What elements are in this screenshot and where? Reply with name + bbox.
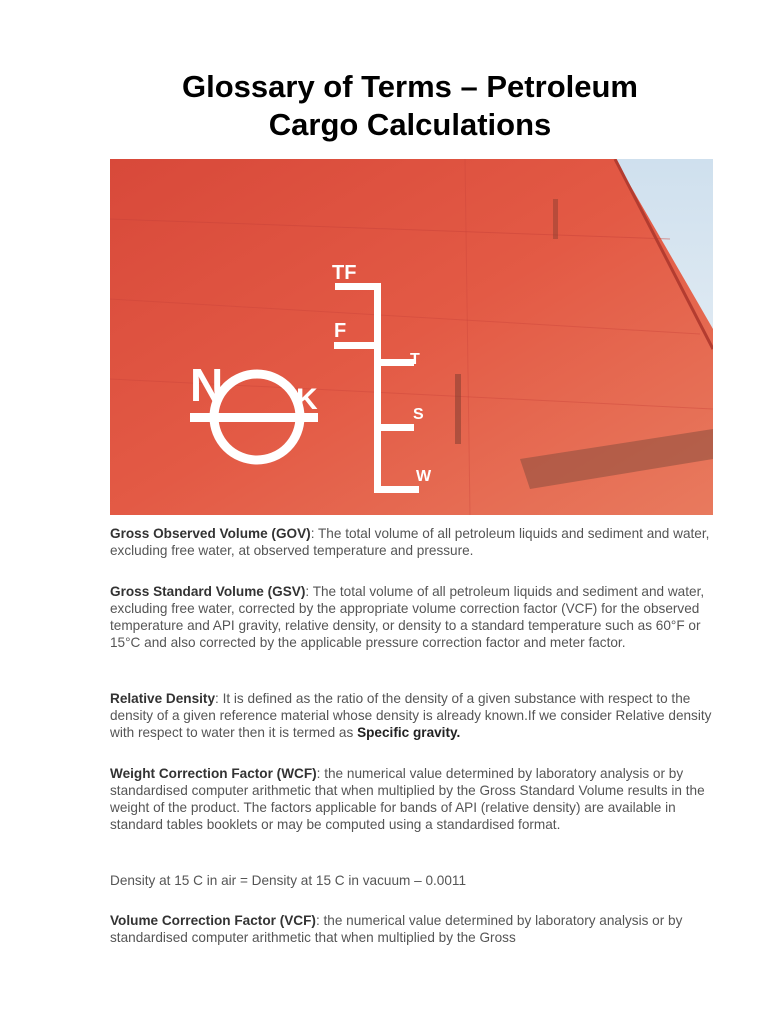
term-label: Weight Correction Factor (WCF): [110, 766, 317, 781]
term-definition: : It is defined as the ratio of the density of a given substance with respect to the density of a given reference material whose density is already known.If we consider Relative density with respect to water then it is termed as: [110, 691, 712, 740]
title-line-1: Glossary of Terms – Petroleum: [182, 69, 638, 104]
title-line-2: Cargo Calculations: [268, 107, 552, 142]
term-label: Volume Correction Factor (VCF): [110, 913, 316, 928]
term-definition: : The total volume of all petroleum liquids and sediment and water, excluding free water, at observed temperature and pressure.: [110, 526, 710, 558]
mark-w: W: [416, 468, 432, 485]
term-definition: : the numerical value determined by laboratory analysis or by standardised computer arithmetic that when multiplied by the Gross: [110, 913, 683, 945]
mark-n: N: [190, 359, 224, 411]
term-label: Relative Density: [110, 691, 216, 706]
formula-text: Density at 15 C in air = Density at 15 C in vacuum – 0.0011: [110, 873, 467, 888]
term-definition: : the numerical value determined by laboratory analysis or by standardised computer arithmetic that when multiplied by the Gross Standard Volume results in the weight of the product. The factors applicable for bands of API (relative density) are available in standard tables booklets or may be computed using a standardised format.: [110, 766, 705, 832]
mark-f: F: [334, 320, 347, 342]
glossary-entry-vcf: [110, 913, 715, 947]
glossary-entry-gsv: [110, 584, 715, 652]
mark-k: K: [296, 383, 318, 416]
page-title: [110, 68, 710, 144]
glossary-entry-wcf: [110, 766, 715, 834]
term-emphasis: Specific gravity.: [357, 724, 461, 740]
density-formula: [110, 873, 715, 890]
hull-illustration: [110, 159, 713, 515]
mark-s: S: [413, 406, 424, 423]
mark-tf: TF: [332, 262, 357, 284]
glossary-entry-gov: [110, 526, 715, 560]
term-definition: : The total volume of all petroleum liquids and sediment and water, excluding free water, corrected by the appropriate volume correction factor (VCF) for the observed temperature and API gravity, relative density, or density to a standard temperature such as 60°F or 15°C and also corrected by the applicable pressure correction factor and meter factor.: [110, 584, 705, 650]
ship-hull-photo: [110, 159, 713, 515]
term-label: Gross Standard Volume (GSV): [110, 584, 306, 599]
mark-t: T: [410, 351, 420, 368]
glossary-entry-relative-density: [110, 691, 715, 742]
term-label: Gross Observed Volume (GOV): [110, 526, 311, 541]
